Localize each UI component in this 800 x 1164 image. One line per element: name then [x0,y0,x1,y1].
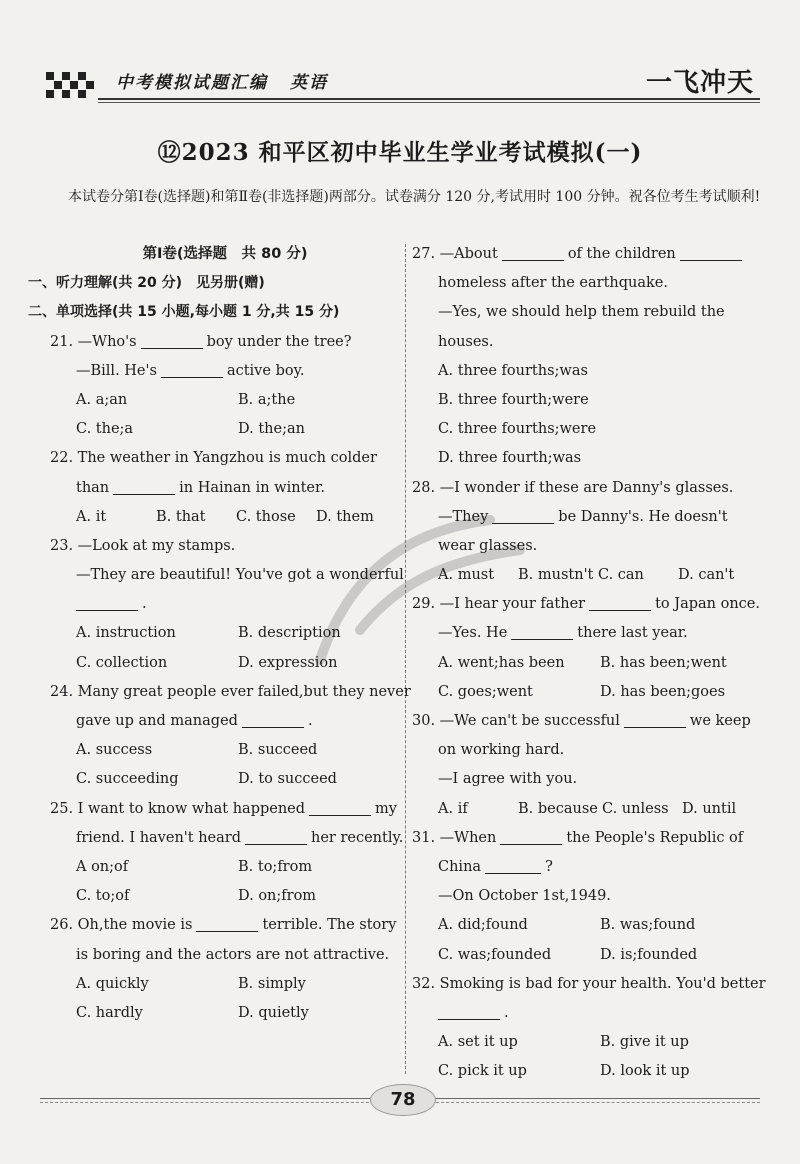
answer-blank [76,594,138,611]
q23-text-end: . [142,596,147,613]
answer-blank [589,594,651,611]
page-number: 78 [370,1084,436,1116]
q31-text-a: 31. —When [412,829,497,846]
option: D. to succeed [238,771,337,788]
q24-options-2 [50,765,400,794]
q30-line3: —I agree with you. [438,771,578,788]
book-subject: 英语 [290,73,328,93]
q25-text-b: my [375,800,397,817]
q31-options-2 [412,941,762,970]
option: B. three fourth;were [438,391,589,408]
q25-text-d: her recently. [311,829,404,846]
option: D. until [682,800,737,817]
option: C. collection [76,654,168,671]
q31-line3: —On October 1st,1949. [438,888,611,905]
question-26 [50,911,400,940]
q21-text-c: —Bill. He's [76,362,157,379]
option: D. quietly [238,1004,309,1021]
option: C. hardly [76,1004,143,1021]
q22-options [50,503,400,532]
option: A. set it up [438,1034,518,1051]
option: D. is;founded [600,946,698,963]
exam-title: ⑫2023 和平区初中毕业生学业考试模拟(一) [157,139,643,166]
option: B. was;found [600,917,696,934]
option: A. if [438,800,468,817]
q29-text-a: 29. —I hear your father [412,596,586,613]
q23-line2: —They are beautiful! You've got a wonderful [76,567,404,584]
answer-blank [511,623,573,640]
option: C. succeeding [76,771,179,788]
option: C. was;founded [438,946,552,963]
option: B. mustn't [518,567,594,584]
question-22: 22. The weather in Yangzhou is much colder [50,450,377,467]
q31-line2 [412,853,762,882]
q27-text-a: 27. —About [412,246,498,262]
question-28: 28. —I wonder if these are Danny's glasses. [412,479,734,496]
option: B. a;the [238,391,296,408]
option: C. can [598,567,644,584]
q29-options-1 [412,649,762,678]
option: A. did;found [438,917,528,934]
q28-line3: wear glasses. [438,537,538,554]
option: D. three fourth;was [438,450,582,467]
q30-line2: on working hard. [438,742,565,759]
option: A. it [76,508,107,525]
q31-text-c: China [438,858,482,875]
q21-options-1 [50,386,400,415]
option: B. to;from [238,858,313,875]
option: A. must [438,567,495,584]
option: C. three fourths;were [438,421,597,438]
answer-blank [492,507,554,524]
brand-logo: 一飞冲天 [645,68,754,98]
q22-text-b: in Hainan in winter. [179,479,325,496]
right-column [412,240,766,1086]
option: C. the;a [76,421,134,438]
option: C. pick it up [438,1063,527,1080]
option: D. them [316,508,374,525]
q24-text-a: gave up and managed [76,713,238,729]
answer-blank [196,915,258,932]
q29-text-d: there last year. [577,625,688,642]
q25-options-2 [50,882,400,911]
q31-text-b: the People's Republic of [566,829,744,846]
answer-blank [242,711,304,728]
q25-text-a: 25. I want to know what happened [50,800,306,817]
section-title: 第Ⅰ卷(选择题 共 80 分) [142,246,308,262]
q24-options-1 [50,736,400,765]
option: D. has been;goes [600,683,726,700]
left-column [28,240,411,1028]
q26-options-2 [50,999,400,1028]
option: C. goes;went [438,683,533,700]
part-choice: 二、单项选择(共 15 小题,每小题 1 分,共 15 分) [28,304,340,321]
q31-options-1 [412,911,762,940]
q21-text-d: active boy. [226,362,305,379]
q32-line2 [412,999,762,1028]
book-title [116,68,328,93]
exam-intro: 本试卷分第Ⅰ卷(选择题)和第Ⅱ卷(非选择题)两部分。试卷满分 120 分,考试用时 100 分钟。祝各位考生考试顺利! [68,189,761,205]
q28-line2 [412,503,762,532]
q26-options-1 [50,970,400,999]
question-24: 24. Many great people ever failed,but they never [50,683,411,700]
question-29 [412,590,762,619]
question-25 [50,795,400,824]
option: B. because [518,800,598,817]
option: D. expression [238,654,338,671]
option: D. on;from [238,888,317,905]
q27-text-b: of the children [567,246,676,262]
option: C. those [236,508,296,525]
answer-blank [438,1003,500,1020]
q29-line2 [412,619,762,648]
answer-blank [161,361,223,378]
q29-text-b: to Japan once. [655,596,760,613]
option: A on;of [76,858,129,875]
q31-text-d: ? [545,858,553,875]
q29-text-c: —Yes. He [438,625,508,642]
option: D. the;an [238,421,305,438]
book-name: 中考模拟试题汇编 [116,73,268,93]
option: A. three fourths;was [438,362,588,379]
option: B. give it up [600,1034,689,1051]
option: B. description [238,625,341,642]
header-rule-thin [98,102,760,103]
option: B. has been;went [600,654,727,671]
q30-options [412,795,762,824]
q25-line2 [50,824,404,853]
part-listening: 一、听力理解(共 20 分) 见另册(赠) [28,275,265,292]
answer-blank [113,478,175,495]
option: A. went;has been [438,654,565,671]
answer-blank [485,857,541,874]
option: A. quickly [76,975,149,992]
q21-text-b: boy under the tree? [206,333,352,350]
q29-options-2 [412,678,762,707]
q28-text-b: be Danny's. He doesn't [558,508,728,525]
option: D. look it up [600,1063,690,1080]
q32-options-1 [412,1028,762,1057]
q21-line2 [50,357,400,386]
option: A. instruction [76,625,176,642]
q27-line4: houses. [438,333,494,350]
option: C. to;of [76,888,130,905]
option: D. can't [678,567,735,584]
q27-line2: homeless after the earthquake. [438,275,668,292]
answer-blank [309,799,371,816]
q30-text-a: 30. —We can't be successful [412,713,620,729]
question-30 [412,707,762,736]
q28-text-a: —They [438,508,489,525]
page-footer [0,1080,800,1120]
q25-options-1 [50,853,400,882]
option: B. that [156,508,206,525]
answer-blank [624,711,686,728]
q23-line3 [50,590,400,619]
q23-options-2 [50,649,400,678]
option: A. a;an [76,391,128,408]
answer-blank [502,244,564,261]
q22-text-a: than [76,479,110,496]
option: B. succeed [238,742,318,759]
q26-line2: is boring and the actors are not attractive. [76,946,390,963]
option: B. simply [238,975,306,992]
question-23: 23. —Look at my stamps. [50,537,236,554]
option: A. success [76,742,153,759]
answer-blank [245,828,307,845]
q30-text-b: we keep [689,713,751,729]
q24-line2 [50,707,400,736]
checker-logo-icon [46,72,96,98]
q25-text-c: friend. I haven't heard [76,829,241,846]
q32-text-end: . [504,1004,509,1021]
q27-line3: —Yes, we should help them rebuild the [438,304,725,321]
q24-text-end: . [307,713,313,729]
question-21 [50,328,400,357]
q21-text-a: 21. —Who's [50,333,137,350]
option: C. unless [602,800,669,817]
header-rule [98,98,760,100]
question-32: 32. Smoking is bad for your health. You'd better [412,975,766,992]
q26-text-b: terrible. The story [262,917,397,934]
answer-blank [141,332,203,349]
running-header [38,58,760,106]
question-27 [412,240,762,269]
question-31 [412,824,762,853]
q28-options [412,561,762,590]
answer-blank [680,244,742,261]
q26-text-a: 26. Oh,the movie is [50,917,193,934]
q21-options-2 [50,415,400,444]
q22-line2 [50,474,400,503]
answer-blank [500,828,562,845]
q23-options-1 [50,619,400,648]
